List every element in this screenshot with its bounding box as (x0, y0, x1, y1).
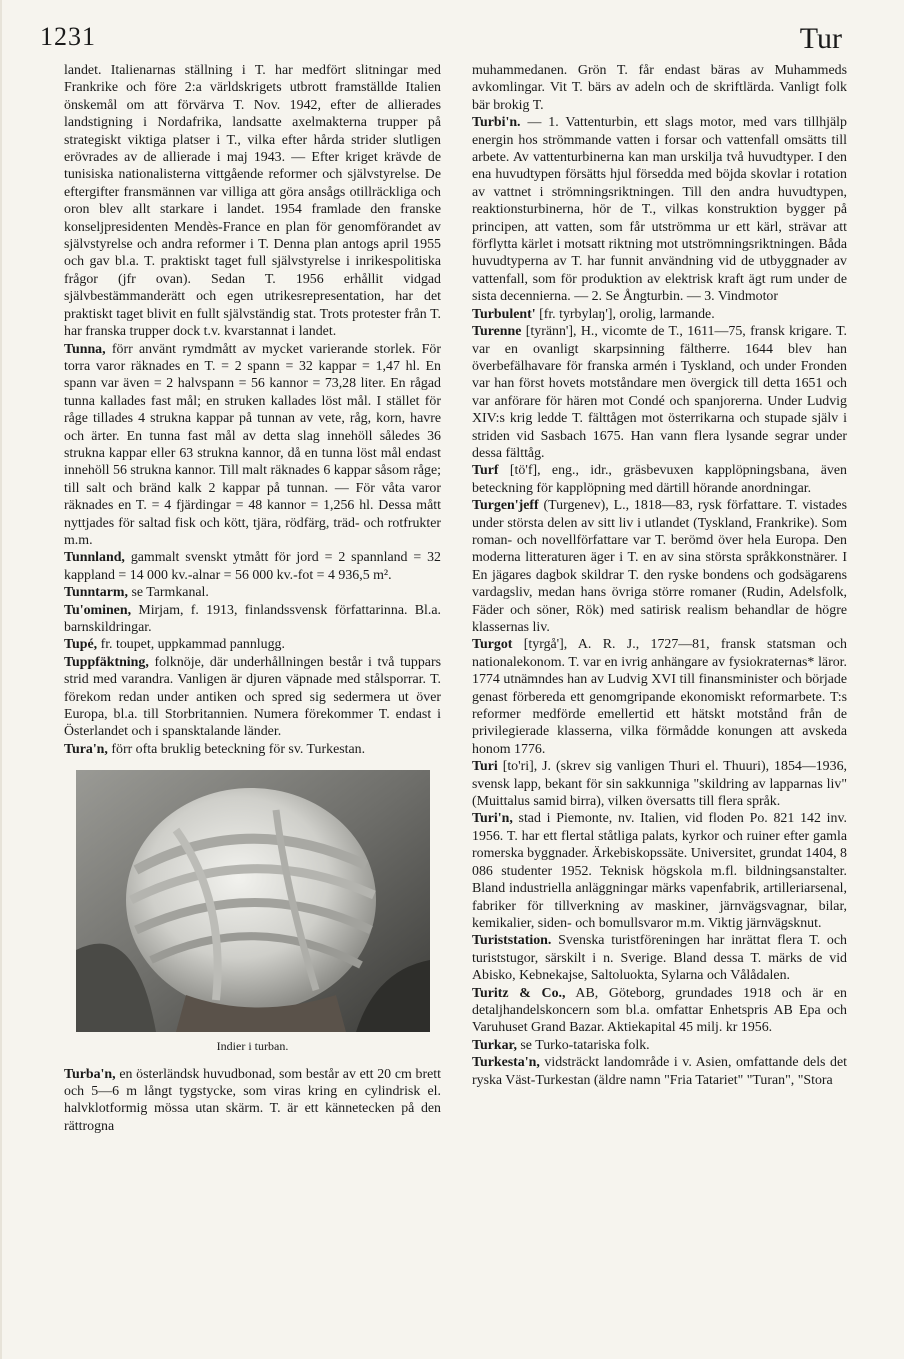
entry-text: AB, Göteborg, grundades 1918 och är en detaljhandelskoncern som bl.a. omfattar Enhetspris AB Epa och Varuhuset Grand Bazar. Aktiekapital 45 milj. kr 1956. (472, 985, 847, 1036)
dictionary-entry (64, 1066, 441, 1136)
dictionary-entry (472, 636, 847, 758)
dictionary-entry (472, 810, 847, 932)
entry-headword: Turkesta'n, (472, 1055, 540, 1071)
dictionary-entry (472, 1037, 847, 1054)
dictionary-entry (472, 932, 847, 984)
entry-headword: Tunntarm, (64, 585, 128, 601)
entry-headword: Turitz & Co., (472, 985, 566, 1001)
dictionary-entry (64, 549, 441, 584)
dictionary-entry (64, 341, 441, 550)
entry-text: förr ofta bruklig beteckning för sv. Turkestan. (111, 741, 366, 757)
entry-text: [tyrgå'], A. R. J., 1727—81, fransk statsman och nationalekonom. T. var en ivrig anhängare av fysiokraternas* läror. 1774 utnämndes han av Ludvig XVI till finansminister och började genast förbereda ett genomgripande ekonomiskt reformarbete. T:s reformer medförde emellertid ett hätskt motstånd från de privilegierade klasserna, vilka förmådde konungen att avskeda honom 1776. (472, 637, 847, 757)
entry-text: se Turko-tatariska folk. (520, 1037, 650, 1053)
entry-headword: Tunna, (64, 341, 106, 357)
entry-text: Mirjam, f. 1913, finlandssvensk författarinna. Bl.a. barnskildringar. (64, 602, 441, 635)
entry-headword: Turgen'jeff (472, 498, 539, 514)
dictionary-entry (472, 306, 847, 323)
left-entries-top (64, 62, 441, 758)
entry-text: landet. Italienarnas ställning i T. har medfört slitningar med Frankrike och före 2:a världskrigets utbrott framställde Italien önskemål om att förvärva T. Nov. 1942, efter de allierades landstigning i Nordafrika, landsatte axelmakterna trupper på strategiskt viktiga platser i T., vilka efter hårda strider slutligen erövrades av de allierade i maj 1943. — Efter kriget krävde de tunisiska nationalisterna vittgående reformer och självstyrelse. De eftergifter fransmännen var villiga att göra ansågs otillräckliga och oron blev allt starkare i landet. 1954 framlade den franske konseljpresidenten Mendès-France en plan för genomförandet av självstyrelse och andra reformer i T. Denna plan antogs april 1955 och gav bl.a. T. praktiskt taget full självstyrelse i inrikespolitiska frågor (jfr ovan). Sedan T. 1956 erhållit vidgad självbestämmanderätt och egen utrikesrepresentation, har det praktiskt taget blivit en fullt självständig stat. Trots protester från T. har franska trupper dock t.v. kvarstannat i landet. (64, 63, 441, 340)
dictionary-entry (64, 636, 441, 653)
dictionary-entry (472, 462, 847, 497)
entry-text: Svenska turistföreningen har inrättat flera T. och turiststugor, särskilt i n. Sverige. Bland dessa T. märks de vid Abisko, Kebnekajse, Saltoluokta, Sylarna och Vålådalen. (472, 933, 847, 984)
entry-headword: Tuppfäktning, (64, 654, 149, 670)
entry-text: se Tarmkanal. (131, 585, 209, 601)
entry-headword: Turi (472, 759, 498, 775)
dictionary-entry (472, 62, 847, 114)
entry-headword: Turiststation. (472, 933, 552, 949)
dictionary-entry (64, 602, 441, 637)
entry-text: (Turgenev), L., 1818—83, rysk författare. T. vistades under största delen av sitt liv i utlandet (Tyskland, Frankrike). Som roman- och novellförfattare var T. berömd över hela Europa. Den moderna litteraturen äger i T. en av sina största språkkonstnärer. I En jägares dagbok skildrar T. den ryske bondens och godsägarens vardagsliv, medan hans övriga större romaner (Rudin, Adelsfolk, Fäder och söner, Rök) med satirisk realism behandlar de högre klassernas liv. (472, 498, 847, 635)
entry-text: folknöje, där underhållningen består i två tuppars strid med varandra. Vanligen är djuren väpnade med stålsporrar. T. förekom redan under antiken och spred sig sedermera ut över Europa, bl.a. till Storbritannien. Numera förekommer T. endast i Österlandet och i spansktalande länder. (64, 654, 441, 740)
entry-text: förr använt rymdmått av mycket varierande storlek. För torra varor räknades en T. = 2 spann = 32 kappar = 1,47 hl. En spann var även = 2 halvspann = 56 kannor = 73,28 liter. En rågad tunna kallades fast mål; en struken kallades löst mål. I stället för råge tillades 4 strukna kappar på tunnan av vete, råg, korn, havre och ärter. En tunna fast mål av detta slag innehöll således 36 strukna kappar eller 63 strukna kannor, då en tunna löst mål endast innehöll 56 strukna kannor. Till malt räknades 6 kappar såsom råge; till salt och bränd kalk 2 kappar på tunnan. — För våta varor räknades en T. = 4 fjärdingar = 48 kannor = 1,256 hl. Dessa mått nyttjades för saltad fisk och kött, tjära, rödfärg, träd- och rotfrukter m.m. (64, 341, 441, 548)
entry-text: [tö'f], eng., idr., gräsbevuxen kapplöpningsbana, även beteckning för kapplöpning med därtill hörande anordningar. (472, 463, 847, 496)
dictionary-entry (472, 114, 847, 305)
entry-headword: Tura'n, (64, 741, 108, 757)
figure-caption: Indier i turban. (216, 1039, 289, 1054)
entry-headword: Turi'n, (472, 811, 513, 827)
running-head: Tur (799, 22, 842, 55)
turban-image-icon (76, 770, 430, 1032)
dictionary-entry (472, 758, 847, 810)
dictionary-entry (64, 584, 441, 601)
entry-headword: Turbulent' (472, 306, 536, 322)
entry-text: — 1. Vattenturbin, ett slags motor, med vars tillhjälp energin hos strömmande vatten i forsar och vattenfall omsätts till arbete. Av vattenturbinerna kan man urskilja två huvudtyper. I den ena huvudtypen försätts hjul försedda med böjda skovlar i rotation av vattnet i strömningsriktningen. Till den andra huvudtypen, reaktionsturbinerna, hör de T., vilkas konstruktion bygger på principen, att vatten, som får utströmma ur ett kärl, strävar att förflytta kärlet i motsatt riktning mot utströmningsriktningen. Båda huvudtyperna av T. har funnit användning vid de utbyggnader av vattenfall, som för produktion av elektrisk kraft ägt rum under de sista decennierna. — 2. Se Ångturbin. — 3. Vindmotor (472, 115, 847, 305)
entry-headword: Turgot (472, 637, 513, 653)
entry-text: vidsträckt landområde i v. Asien, omfattande dels det ryska Väst-Turkestan (äldre namn "Fria Tatariet" "Turan", "Stora (472, 1055, 847, 1088)
entry-headword: Tu'ominen, (64, 602, 132, 618)
entry-text: stad i Piemonte, nv. Italien, vid floden Po. 821 142 inv. 1956. T. har ett flertal ståtliga palats, kyrkor och ruiner efter gamla romerska byggnader. Ärkebiskopssäte. Universitet, grundat 1404, 8 086 studenter 1952. Teknisk högskola m.fl. bildningsanstalter. Bland industriella anläggningar märks vapenfabrik, artilleriarsenal, fabriker för tillverkning av maskiner, järnvägsvagnar, bilar, kemikalier, siden- och bomullsvaror m.m. Viktig järnvägsknut. (472, 811, 847, 931)
left-entries-bottom (64, 1066, 441, 1136)
left-column (64, 62, 441, 1135)
entry-headword: Turkar, (472, 1037, 517, 1053)
entry-text: [to'ri], J. (skrev sig vanligen Thuri el. Thuuri), 1854—1936, svensk lapp, bekant för sin sakkunniga "skildring av lapparnas liv" (Muittalus samid birra), vilken översatts till flera språk. (472, 759, 847, 810)
entry-text: gammalt svenskt ytmått för jord = 2 spannland = 32 kappland = 14 000 kv.-alnar = 56 000 kv.-fot = 4 936,5 m². (64, 550, 442, 583)
right-entries (472, 62, 847, 1089)
dictionary-entry (64, 741, 441, 758)
entry-headword: Tunnland, (64, 550, 125, 566)
entry-text: en österländsk huvudbonad, som består av ett 20 cm brett och 5—6 m långt tygstycke, som viras kring en cylindrisk el. halvklotformig mössa utan skärm. T. är ett kännetecken på den rättrogna (64, 1066, 441, 1134)
entry-headword: Turf (472, 463, 499, 479)
right-column (472, 62, 847, 1089)
dictionary-entry (472, 497, 847, 636)
dictionary-entry (472, 985, 847, 1037)
turban-photo (76, 770, 430, 1032)
dictionary-entry (472, 1054, 847, 1089)
dictionary-entry (64, 62, 441, 341)
entry-text: fr. toupet, uppkammad pannlugg. (100, 637, 285, 653)
page-number: 1231 (40, 22, 96, 51)
dictionary-entry (64, 654, 441, 741)
entry-headword: Tupé, (64, 637, 98, 653)
entry-headword: Turenne (472, 324, 522, 340)
entry-headword: Turba'n, (64, 1066, 116, 1082)
entry-text: [fr. tyrbylaŋ'], orolig, larmande. (539, 306, 715, 322)
entry-headword: Turbi'n. (472, 115, 521, 131)
dictionary-entry (472, 323, 847, 462)
entry-text: muhammedanen. Grön T. får endast bäras av Muhammeds avkomlingar. Vit T. bärs av adeln och de skriftlärda. Vanligt folk bär brokig T. (472, 63, 847, 113)
entry-text: [tyränn'], H., vicomte de T., 1611—75, fransk krigare. T. var en ovanligt skarpsinning fältherre. 1644 blev han överbefälhavare för franska armén i Tyskland, och under Fronden var han först hovets motståndare men övergick till detta 1651 och var anförare för hären mot Condé och spanjorerna. Under Ludvig XIV:s krig ledde T. fälttågen mot österrikarna och stupade själv i striden vid Sasbach 1675. Han vann flera lysande segrar under dessa fälttåg. (472, 324, 847, 461)
